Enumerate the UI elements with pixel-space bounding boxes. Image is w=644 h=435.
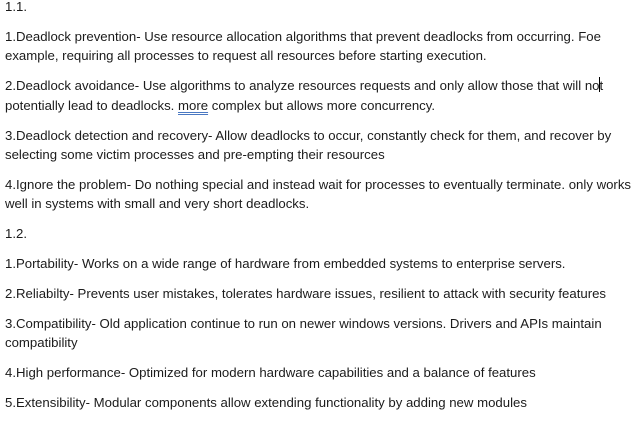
text-run: t potentially lead to deadlocks. xyxy=(5,78,604,113)
paragraph-deadlock-detection: 3.Deadlock detection and recovery- Allow deadlocks to occur, constantly check for them, and recover by selecting some victim processes and pre-empting their resources xyxy=(5,127,612,162)
grammar-flagged-word[interactable]: more xyxy=(178,97,209,113)
section-heading-1-2: 1.2. xyxy=(5,226,27,242)
paragraph-deadlock-prevention: 1.Deadlock prevention- Use resource allocation algorithms that prevent deadlocks from occurring. Foe example, requiring all processes to request all resources before starting execution. xyxy=(5,28,601,64)
text-run: 2.Deadlock avoidance- Use algorithms to analyze resources requests and only allow those that will no xyxy=(5,78,600,94)
paragraph-compatibility: 3.Compatibility- Old application continue to run on newer windows versions. Drivers and APIs maintain compatibility xyxy=(5,315,602,351)
paragraph-ignore-problem: 4.Ignore the problem- Do nothing special and instead wait for processes to eventually terminate. only works well in systems with small and very short deadlocks. xyxy=(5,176,632,212)
text-run: complex but allows more concurrency. xyxy=(208,97,436,113)
paragraph-deadlock-avoidance xyxy=(5,76,641,115)
section-heading-1-1: 1.1. xyxy=(5,0,27,14)
paragraph-extensibility: 5.Extensibility- Modular components allow extending functionality by adding new modules xyxy=(5,395,527,411)
paragraph-portability: 1.Portability- Works on a wide range of hardware from embedded systems to enterprise servers. xyxy=(5,256,566,272)
paragraph-reliability: 2.Reliabilty- Prevents user mistakes, tolerates hardware issues, resilient to attack with security features xyxy=(5,285,607,301)
document-body[interactable] xyxy=(5,0,641,423)
paragraph-high-performance: 4.High performance- Optimized for modern hardware capabilities and a balance of features xyxy=(5,365,536,381)
